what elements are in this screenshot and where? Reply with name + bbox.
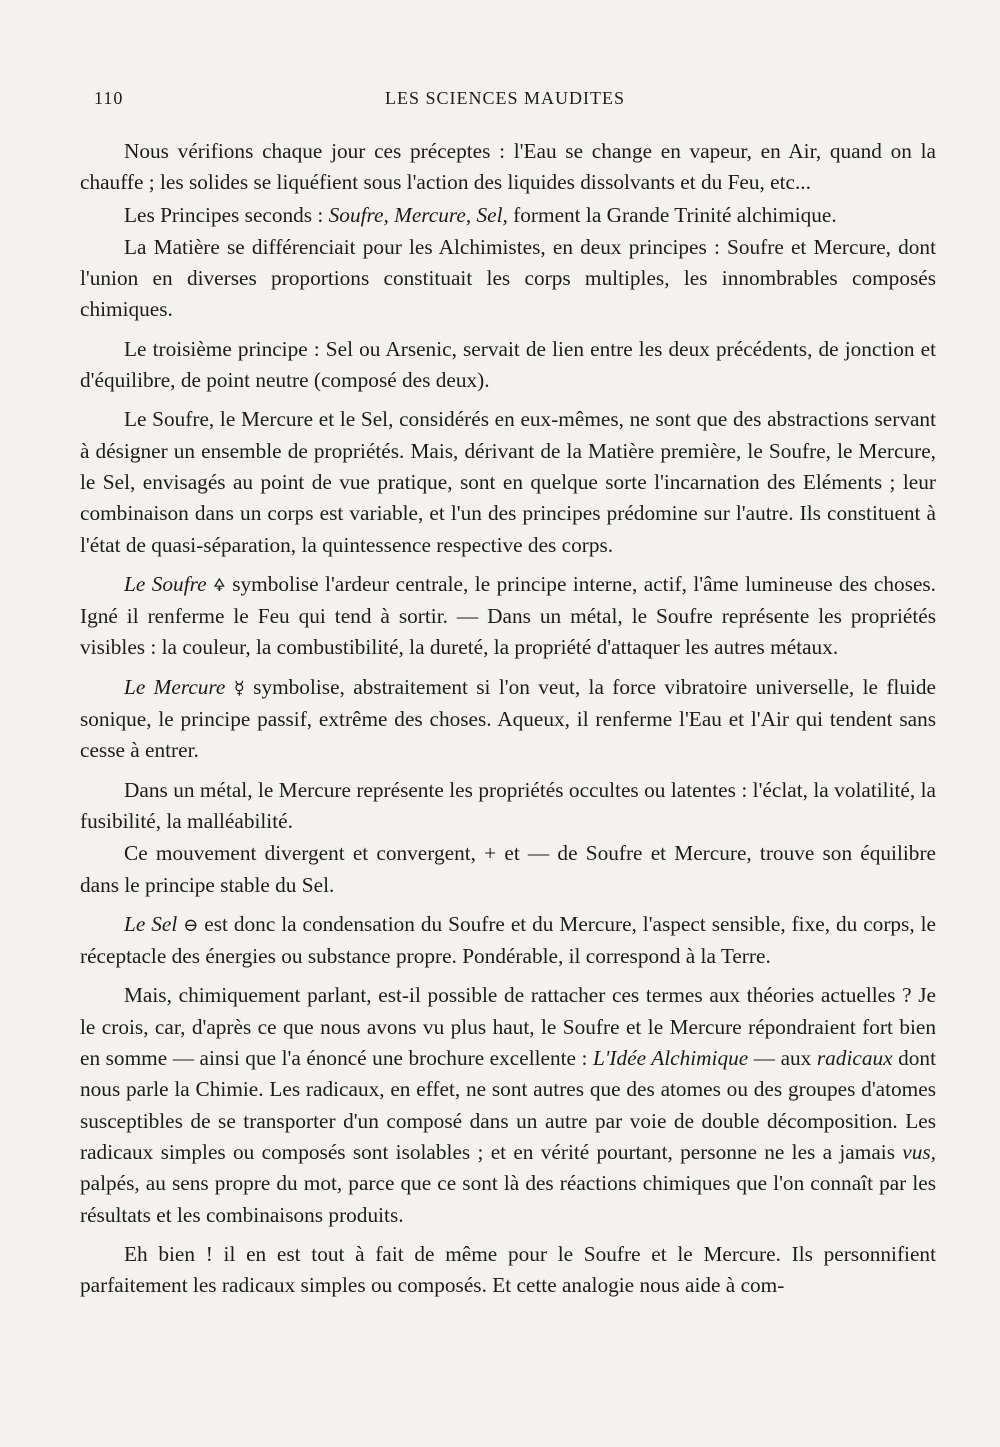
paragraph-text: Les Principes seconds : <box>124 202 329 227</box>
paragraph <box>80 909 936 973</box>
paragraph <box>80 569 936 664</box>
paragraph: Le Soufre, le Mercure et le Sel, considérés en eux-mêmes, ne sont que des abstractions servant à désigner un ensemble de propriétés. Mais, dérivant de la Matière première, le Soufre, le Mercure, le Sel, envisagés au point de vue pratique, sont en quelque sorte l'incarnation des Eléments ; leur combinaison dans un corps est variable, et l'un des principes prédomine sur l'autre. Ils constituent à l'état de quasi-séparation, la quintessence respective des corps. <box>80 407 936 557</box>
paragraph: Nous vérifions chaque jour ces préceptes : l'Eau se change en vapeur, en Air, quand on la chauffe ; les solides se liquéfient sous l'action des liquides dissolvants et du Feu, etc... <box>80 139 936 195</box>
page-number: 110 <box>94 88 124 108</box>
paragraph-text: forment la Grande Trinité alchimique. <box>507 202 837 227</box>
paragraph-text: symbolise l'ardeur centrale, le principe interne, actif, l'âme lumineuse des choses. Igné il renferme le Feu qui tend à sortir. — Dans un métal, le Soufre représente les propriétés visibles : la couleur, la combustibilité, la dureté, la propriété d'attaquer les autres métaux. <box>80 571 937 660</box>
paragraph: La Matière se différenciait pour les Alchimistes, en deux principes : Soufre et Mercure, dont l'union en diverses proportions constituait les corps multiples, les innombrables composés chimiques. <box>80 234 936 322</box>
italic-text: L'Idée Alchimique <box>593 1046 749 1071</box>
paragraph: Dans un métal, le Mercure représente les propriétés occultes ou latentes : l'éclat, la volatilité, la fusibilité, la malléabilité. <box>80 777 936 833</box>
body-text <box>80 136 936 1309</box>
paragraph: Eh bien ! il en est tout à fait de même pour le Soufre et le Mercure. Ils personnifient parfaitement les radicaux simples ou composés. Et cette analogie nous aide à com- <box>80 1241 936 1298</box>
paragraph-text: dont nous parle la Chimie. Les radicaux, en effet, ne sont autres que des atomes ou des groupes d'atomes susceptibles de se transporter d'un composé dans un autre par voie de double décomposition. Les radicaux simples ou composés sont isolables ; et en vérité pourtant, personne ne les a jamais <box>80 1046 936 1164</box>
running-title: LES SCIENCES MAUDITES <box>384 88 625 108</box>
paragraph-text: — aux <box>748 1046 817 1071</box>
italic-text: Soufre, Mercure, Sel, <box>328 202 508 227</box>
mercury-symbol-icon: ☿ <box>233 677 245 698</box>
italic-text: radicaux <box>816 1046 893 1071</box>
italic-text: vus, <box>902 1139 936 1164</box>
paragraph-text: est donc la condensation du Soufre et du Mercure, l'aspect sensible, fixe, du corps, le réceptacle des énergies ou substance propre. Pondérable, il correspond à la Terre. <box>80 911 936 969</box>
paragraph: Le troisième principe : Sel ou Arsenic, servait de lien entre les deux précédents, de jonction et d'équilibre, de point neutre (composé des deux). <box>80 336 936 393</box>
paragraph-text: symbolise, abstraitement si l'on veut, la force vibratoire universelle, le fluide sonique, le principe passif, extrême des choses. Aqueux, il renferme l'Eau et l'Air qui tendent sans cesse à entrer. <box>80 674 936 763</box>
italic-text: Le Mercure <box>124 674 226 699</box>
paragraph: Ce mouvement divergent et convergent, + et — de Soufre et Mercure, trouve son équilibre dans le principe stable du Sel. <box>80 841 936 897</box>
sulfur-symbol-icon: 🜍 <box>213 574 226 595</box>
paragraph-text: Mais, chimiquement parlant, est-il possible de rattacher ces termes aux théories actuelles ? Je le crois, car, d'après ce que nous avons vu plus haut, le Soufre et le Mercure répondraient fort bien en somme — ainsi que l'a énoncé une brochure excellente : <box>80 983 936 1071</box>
paragraph-text: palpés, au sens propre du mot, parce que ce sont là des réactions chimiques que l'on connaît par les résultats et les combinaisons produits. <box>80 1171 936 1227</box>
paragraph <box>80 980 936 1230</box>
italic-text: Le Soufre <box>124 571 207 596</box>
paragraph <box>80 200 936 231</box>
page-header <box>80 88 930 118</box>
paragraph <box>80 672 936 767</box>
italic-text: Le Sel <box>124 911 178 936</box>
salt-symbol-icon: ⊖ <box>183 914 199 935</box>
